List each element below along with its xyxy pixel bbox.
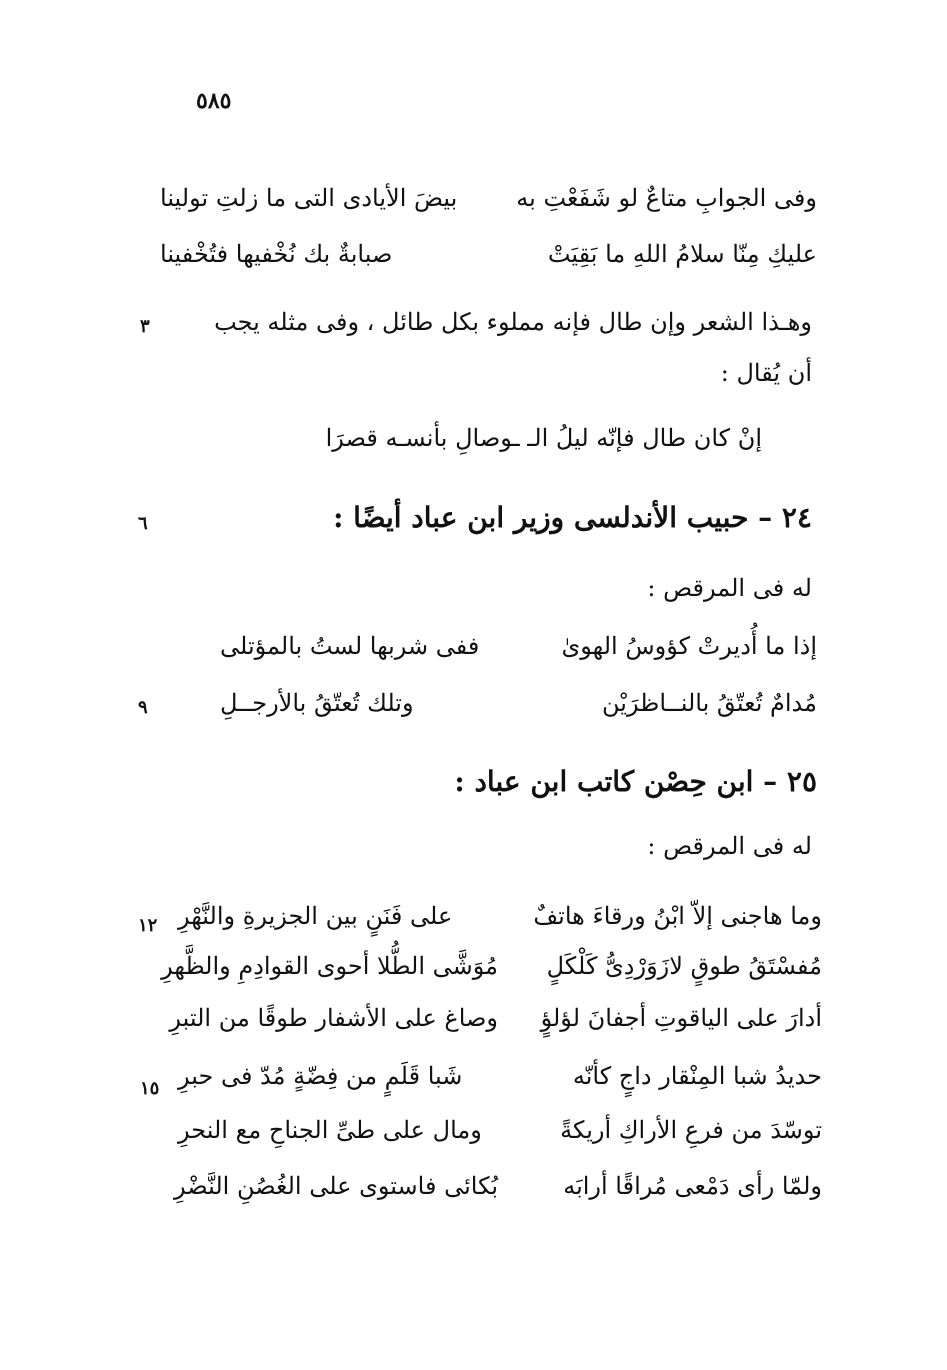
verse-right-hemistich: وفى الجوابِ متاعٌ لو شَفَعْتِ به	[516, 184, 817, 212]
margin-line-number: ٣	[140, 316, 150, 337]
verse-left-hemistich: شَبا قَلَمٍ من فِضّةٍ مُدّ فى حبرِ	[178, 1062, 463, 1090]
paragraph-line: وهـذا الشعر وإن طال فإنه مملوء بكل طائل ، وفى مثله يجب	[214, 308, 812, 336]
margin-line-number: ٩	[138, 697, 148, 718]
section-intro: له فى المرقص :	[647, 832, 812, 860]
verse-right-hemistich: مُدامٌ تُعتّقُ بالنــاظرَيْن	[602, 689, 817, 717]
verse-right-hemistich: مُفسْتَقُ طوقٍ لازَوَرْدِىُّ كَلْكَلٍ	[546, 952, 822, 980]
verse-left-hemistich: وتلك تُعتّقُ بالأرجــلِ	[220, 689, 414, 717]
verse-left-hemistich: على فَنَنٍ بين الجزيرةِ والنَّهْرِ	[178, 902, 453, 930]
verse-right-hemistich: وما هاجنى إلاّ ابْنُ ورقاءَ هاتفٌ	[533, 902, 822, 930]
verse-right-hemistich: حديدُ شبا المِنْقار داجٍ كأنّه	[572, 1062, 822, 1090]
verse-right-hemistich: أدارَ على الياقوتِ أجفانَ لؤلؤٍ	[540, 1004, 822, 1032]
section-intro: له فى المرقص :	[647, 574, 812, 602]
verse-left-hemistich: وصاغ على الأشفار طوقًا من التبرِ	[169, 1004, 498, 1032]
margin-line-number: ٦	[138, 513, 148, 534]
verse-right-hemistich: توسّدَ من فرعِ الأراكِ أريكةً	[560, 1116, 822, 1144]
margin-line-number: ١٥	[140, 1078, 160, 1099]
verse-left-hemistich: ومال على طىِّ الجناحِ مع النحرِ	[178, 1116, 482, 1144]
section-heading: ٢٥ – ابن حِصْن كاتب ابن عباد :	[454, 765, 817, 798]
verse-right-hemistich: عليكِ مِنّا سلامُ اللهِ ما بَقِيَتْ	[547, 240, 817, 268]
verse-right-hemistich: ولمّا رأى دَمْعى مُراقًا أرابَه	[563, 1172, 822, 1200]
verse-left-hemistich: مُوَشَّى الطُّلا أحوى القوادِمِ والظَّهرِ	[161, 952, 498, 980]
paragraph-line: أن يُقال :	[720, 359, 812, 387]
verse-left-hemistich: بيضَ الأيادى التى ما زلتِ تولينا	[160, 184, 458, 212]
page-number: ٥٨٥	[196, 88, 232, 114]
verse-left-hemistich: ففى شربها لستُ بالمؤتلى	[220, 632, 480, 660]
verse-line: إنْ كان طال فإنّه ليلُ الـ ـوصالِ بأنسـه قصرَا	[325, 424, 762, 452]
verse-right-hemistich: إذا ما أُديرتْ كؤوسُ الهوىٰ	[561, 632, 817, 660]
section-heading: ٢٤ – حبيب الأندلسى وزير ابن عباد أيضًا :	[333, 501, 812, 534]
margin-line-number: ١٢	[138, 915, 158, 936]
verse-left-hemistich: بُكائى فاستوى على الغُصُنِ النَّضْرِ	[174, 1172, 498, 1200]
verse-left-hemistich: صبابةٌ بك نُخْفيها فتُخْفينا	[160, 240, 393, 268]
